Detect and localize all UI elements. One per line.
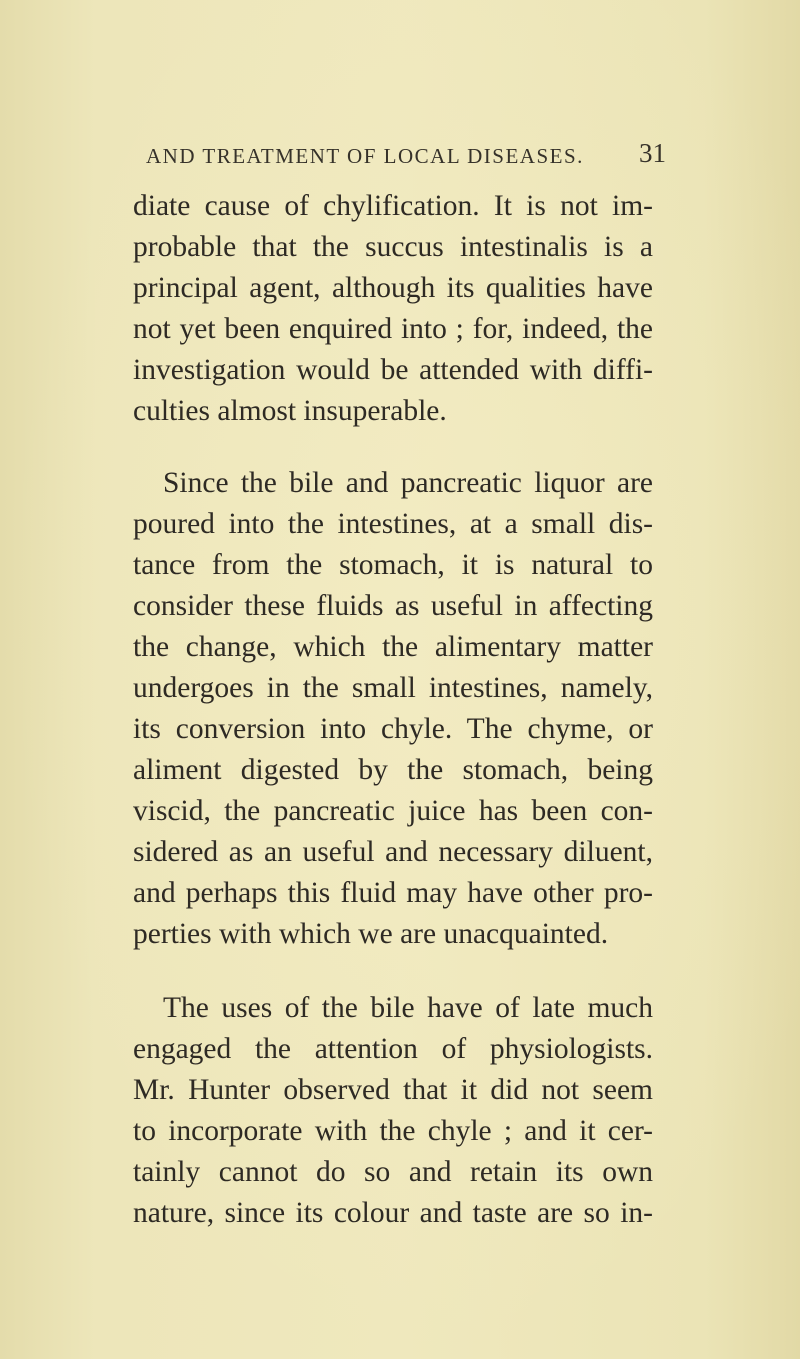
text-line: the change, which the alimentary matter <box>133 631 653 663</box>
text-line: tainly cannot do so and retain its own <box>133 1156 653 1188</box>
paragraph-gap <box>133 432 653 463</box>
text-line: culties almost insuperable. <box>133 395 447 427</box>
running-title: AND TREATMENT OF LOCAL DISEASES. <box>146 144 584 168</box>
text-line: perties with which we are unacquainted. <box>133 918 609 950</box>
paragraph-1 <box>133 186 653 432</box>
text-line: aliment digested by the stomach, being <box>133 754 653 786</box>
text-line: poured into the intestines, at a small dis- <box>133 508 653 540</box>
text-line: undergoes in the small intestines, namely, <box>133 672 653 704</box>
text-line: Since the bile and pancreatic liquor are <box>163 467 653 499</box>
text-line: diate cause of chylification. It is not im- <box>133 190 653 222</box>
paragraph-2 <box>133 463 653 955</box>
body-text <box>133 186 653 1234</box>
text-line: investigation would be attended with diffi- <box>133 354 653 386</box>
text-line: tance from the stomach, it is natural to <box>133 549 653 581</box>
text-line: probable that the succus intestinalis is a <box>133 231 653 263</box>
text-line: its conversion into chyle. The chyme, or <box>133 713 653 745</box>
text-line: Mr. Hunter observed that it did not seem <box>133 1074 653 1106</box>
page-number: 31 <box>639 138 666 168</box>
paragraph-gap <box>133 955 653 988</box>
text-line: principal agent, although its qualities have <box>133 272 653 304</box>
text-line: nature, since its colour and taste are so in- <box>133 1197 653 1229</box>
text-line: The uses of the bile have of late much <box>163 992 653 1024</box>
text-line: to incorporate with the chyle ; and it cer- <box>133 1115 653 1147</box>
running-head <box>146 138 666 172</box>
text-line: viscid, the pancreatic juice has been con- <box>133 795 653 827</box>
text-line: engaged the attention of physiologists. <box>133 1033 653 1065</box>
text-line: sidered as an useful and necessary diluent, <box>133 836 653 868</box>
text-line: not yet been enquired into ; for, indeed, the <box>133 313 653 345</box>
paragraph-3 <box>133 988 653 1234</box>
text-line: consider these fluids as useful in affecting <box>133 590 653 622</box>
text-line: and perhaps this fluid may have other pro- <box>133 877 653 909</box>
